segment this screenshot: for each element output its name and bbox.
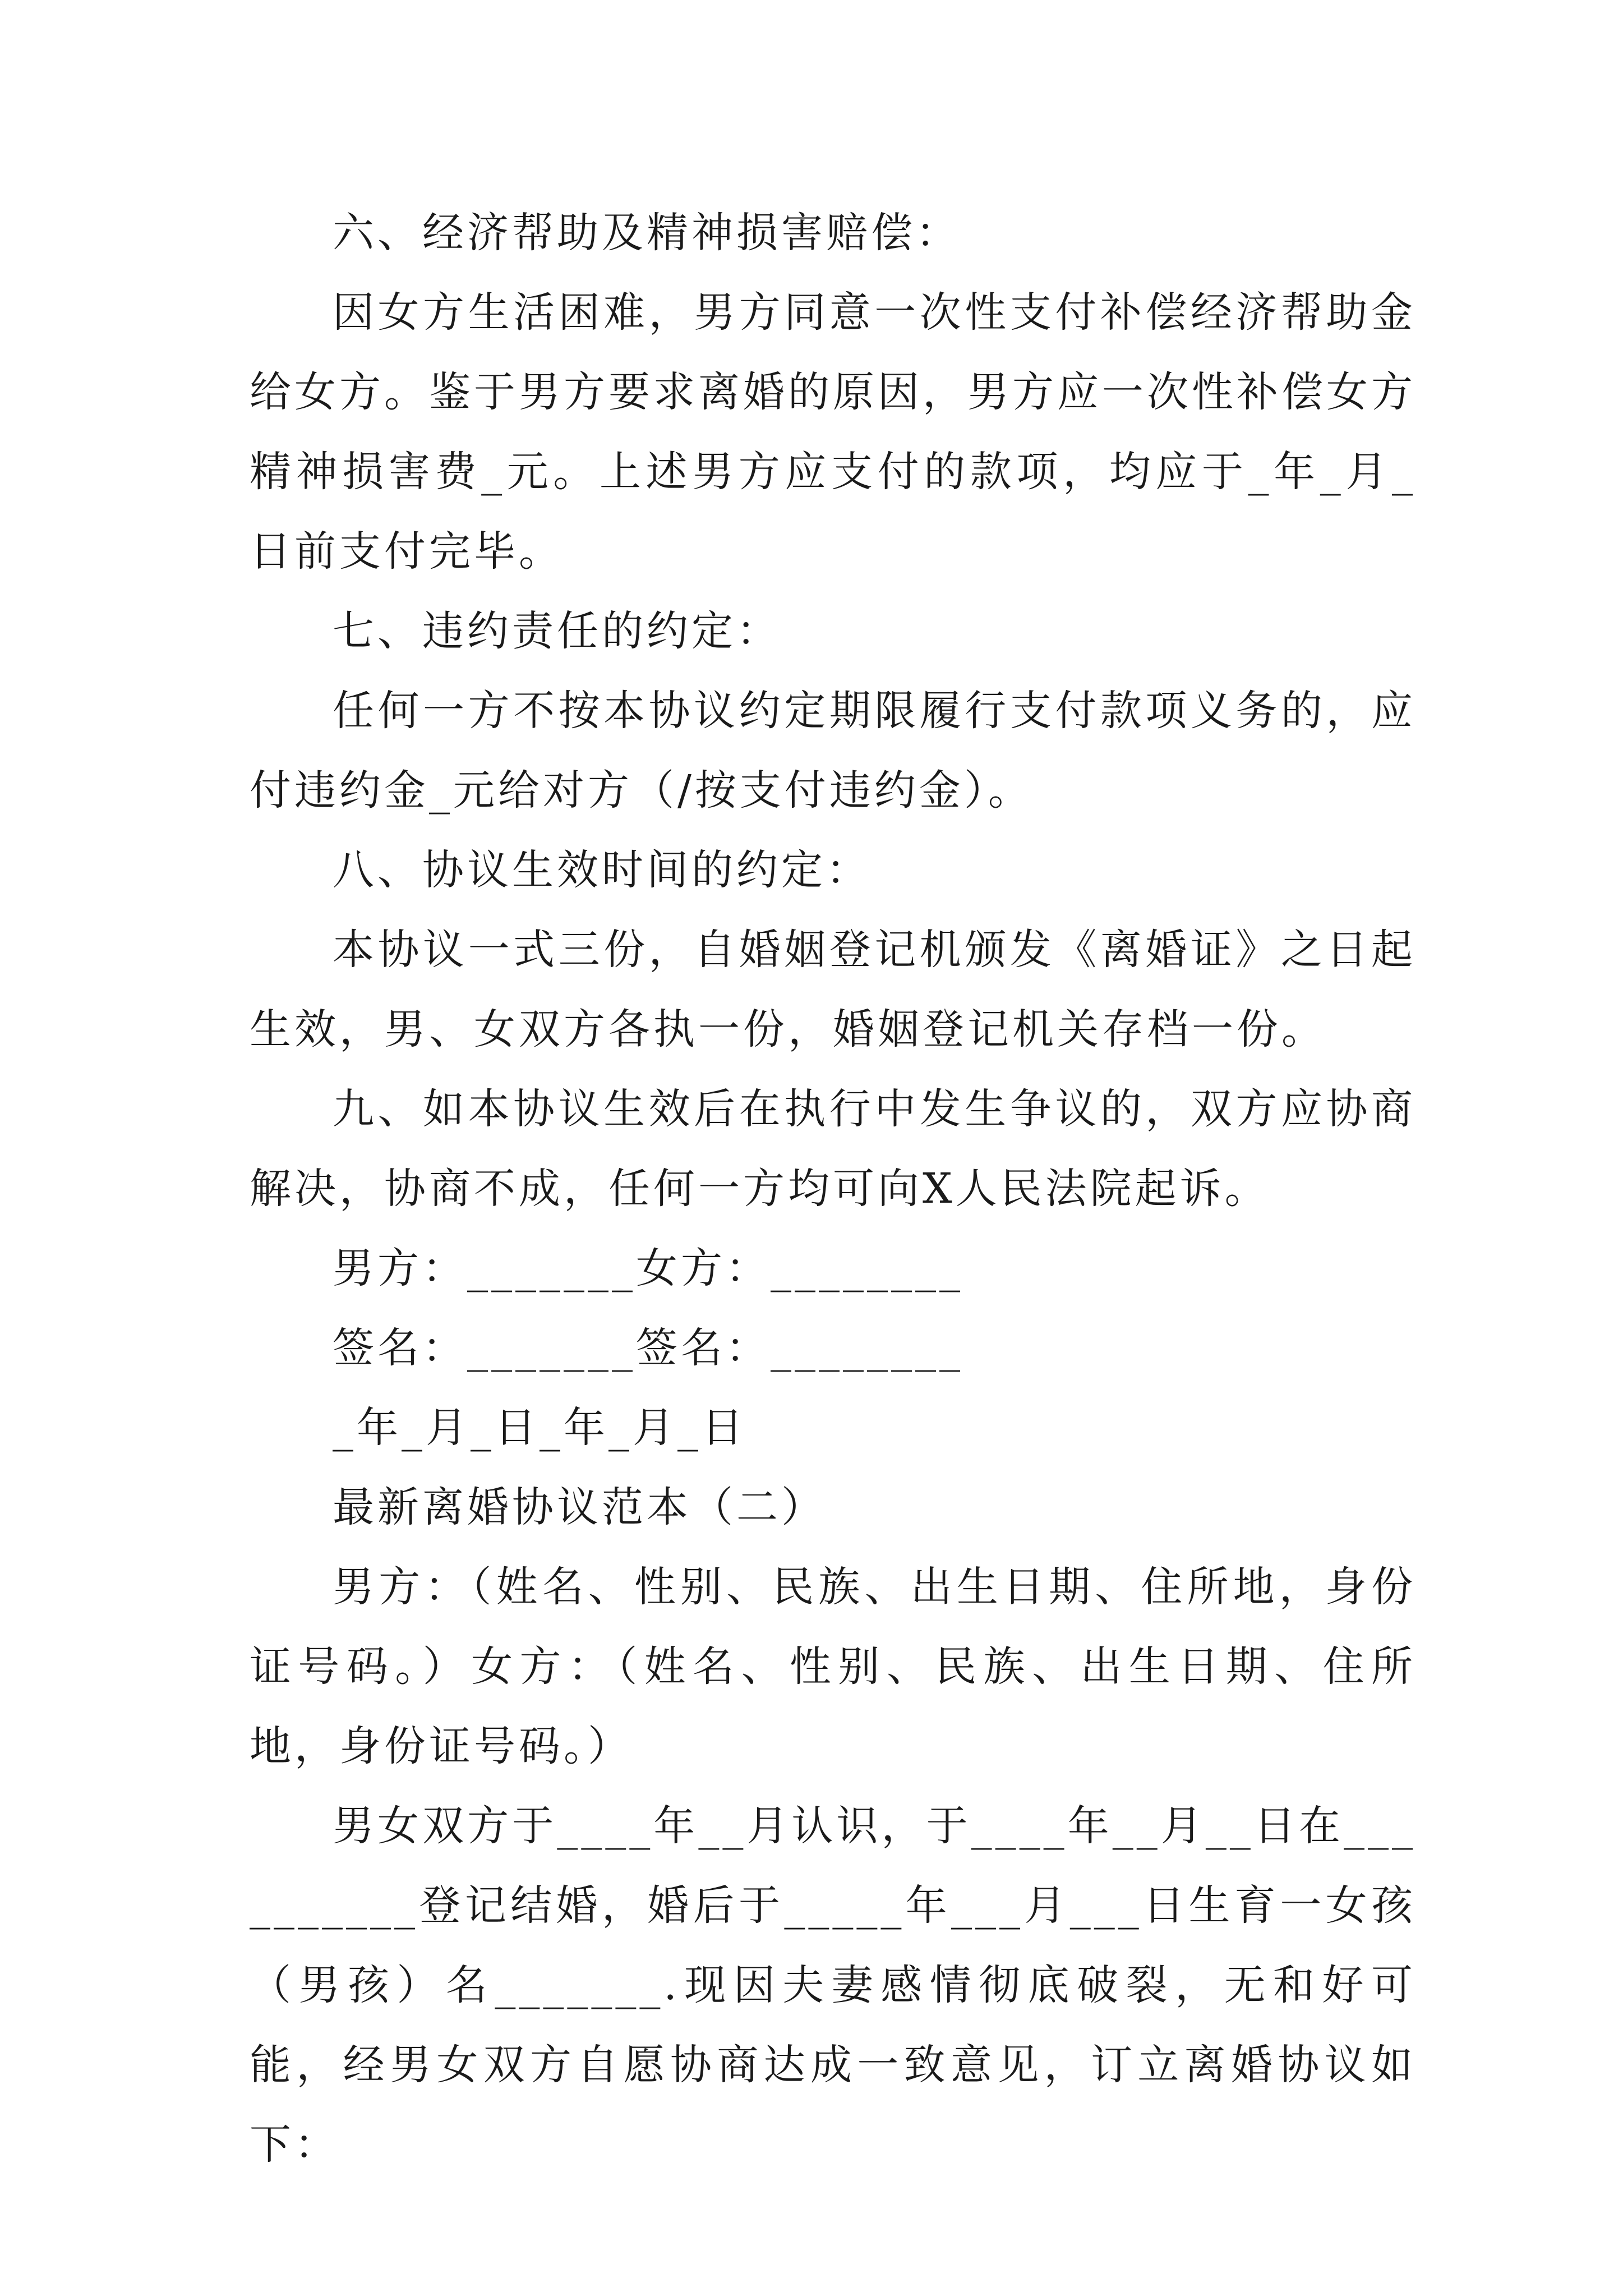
section-heading-breach-liability: 七、违约责任的约定： [333, 607, 781, 655]
section-heading-economic-help: 六、经济帮助及精神损害赔偿： [333, 209, 961, 257]
paragraph-marriage-background: 男女双方于____年__月认识，于____年__月__日在__________登记结婚，婚后于_____年___月___日生育一女孩（男孩）名_______.现因夫妻感情彻底破裂，无和好可能，经男女双方自愿协商达成一致意见，订立离婚协议如下： [250, 1802, 1416, 2169]
document-body [250, 193, 1416, 2184]
party-names-line: 男方：_______女方：________ [333, 1244, 963, 1292]
section-heading-effective-time: 八、协议生效时间的约定： [333, 846, 871, 894]
paragraph-party-info: 男方：（姓名、性别、民族、出生日期、住所地，身份证号码。）女方：（姓名、性别、民族、出生日期、住所地，身份证号码。） [250, 1563, 1416, 1770]
template-title: 最新离婚协议范本（二） [333, 1483, 826, 1531]
paragraph-effective-time: 本协议一式三份，自婚姻登记机颁发《离婚证》之日起生效，男、女双方各执一份，婚姻登记机关存档一份。 [250, 926, 1416, 1053]
date-line: _年_月_日_年_月_日 [333, 1404, 746, 1452]
signature-line: 签名：_______签名：________ [333, 1324, 963, 1372]
paragraph-economic-help: 因女方生活困难，男方同意一次性支付补偿经济帮助金给女方。鉴于男方要求离婚的原因，男方应一次性补偿女方精神损害费_元。上述男方应支付的款项，均应于_年_月_日前支付完毕。 [250, 288, 1416, 576]
paragraph-dispute-resolution: 九、如本协议生效后在执行中发生争议的，双方应协商解决，协商不成，任何一方均可向X人民法院起诉。 [250, 1085, 1416, 1213]
paragraph-breach-liability: 任何一方不按本协议约定期限履行支付款项义务的，应付违约金_元给对方（/按支付违约金）。 [250, 687, 1416, 815]
